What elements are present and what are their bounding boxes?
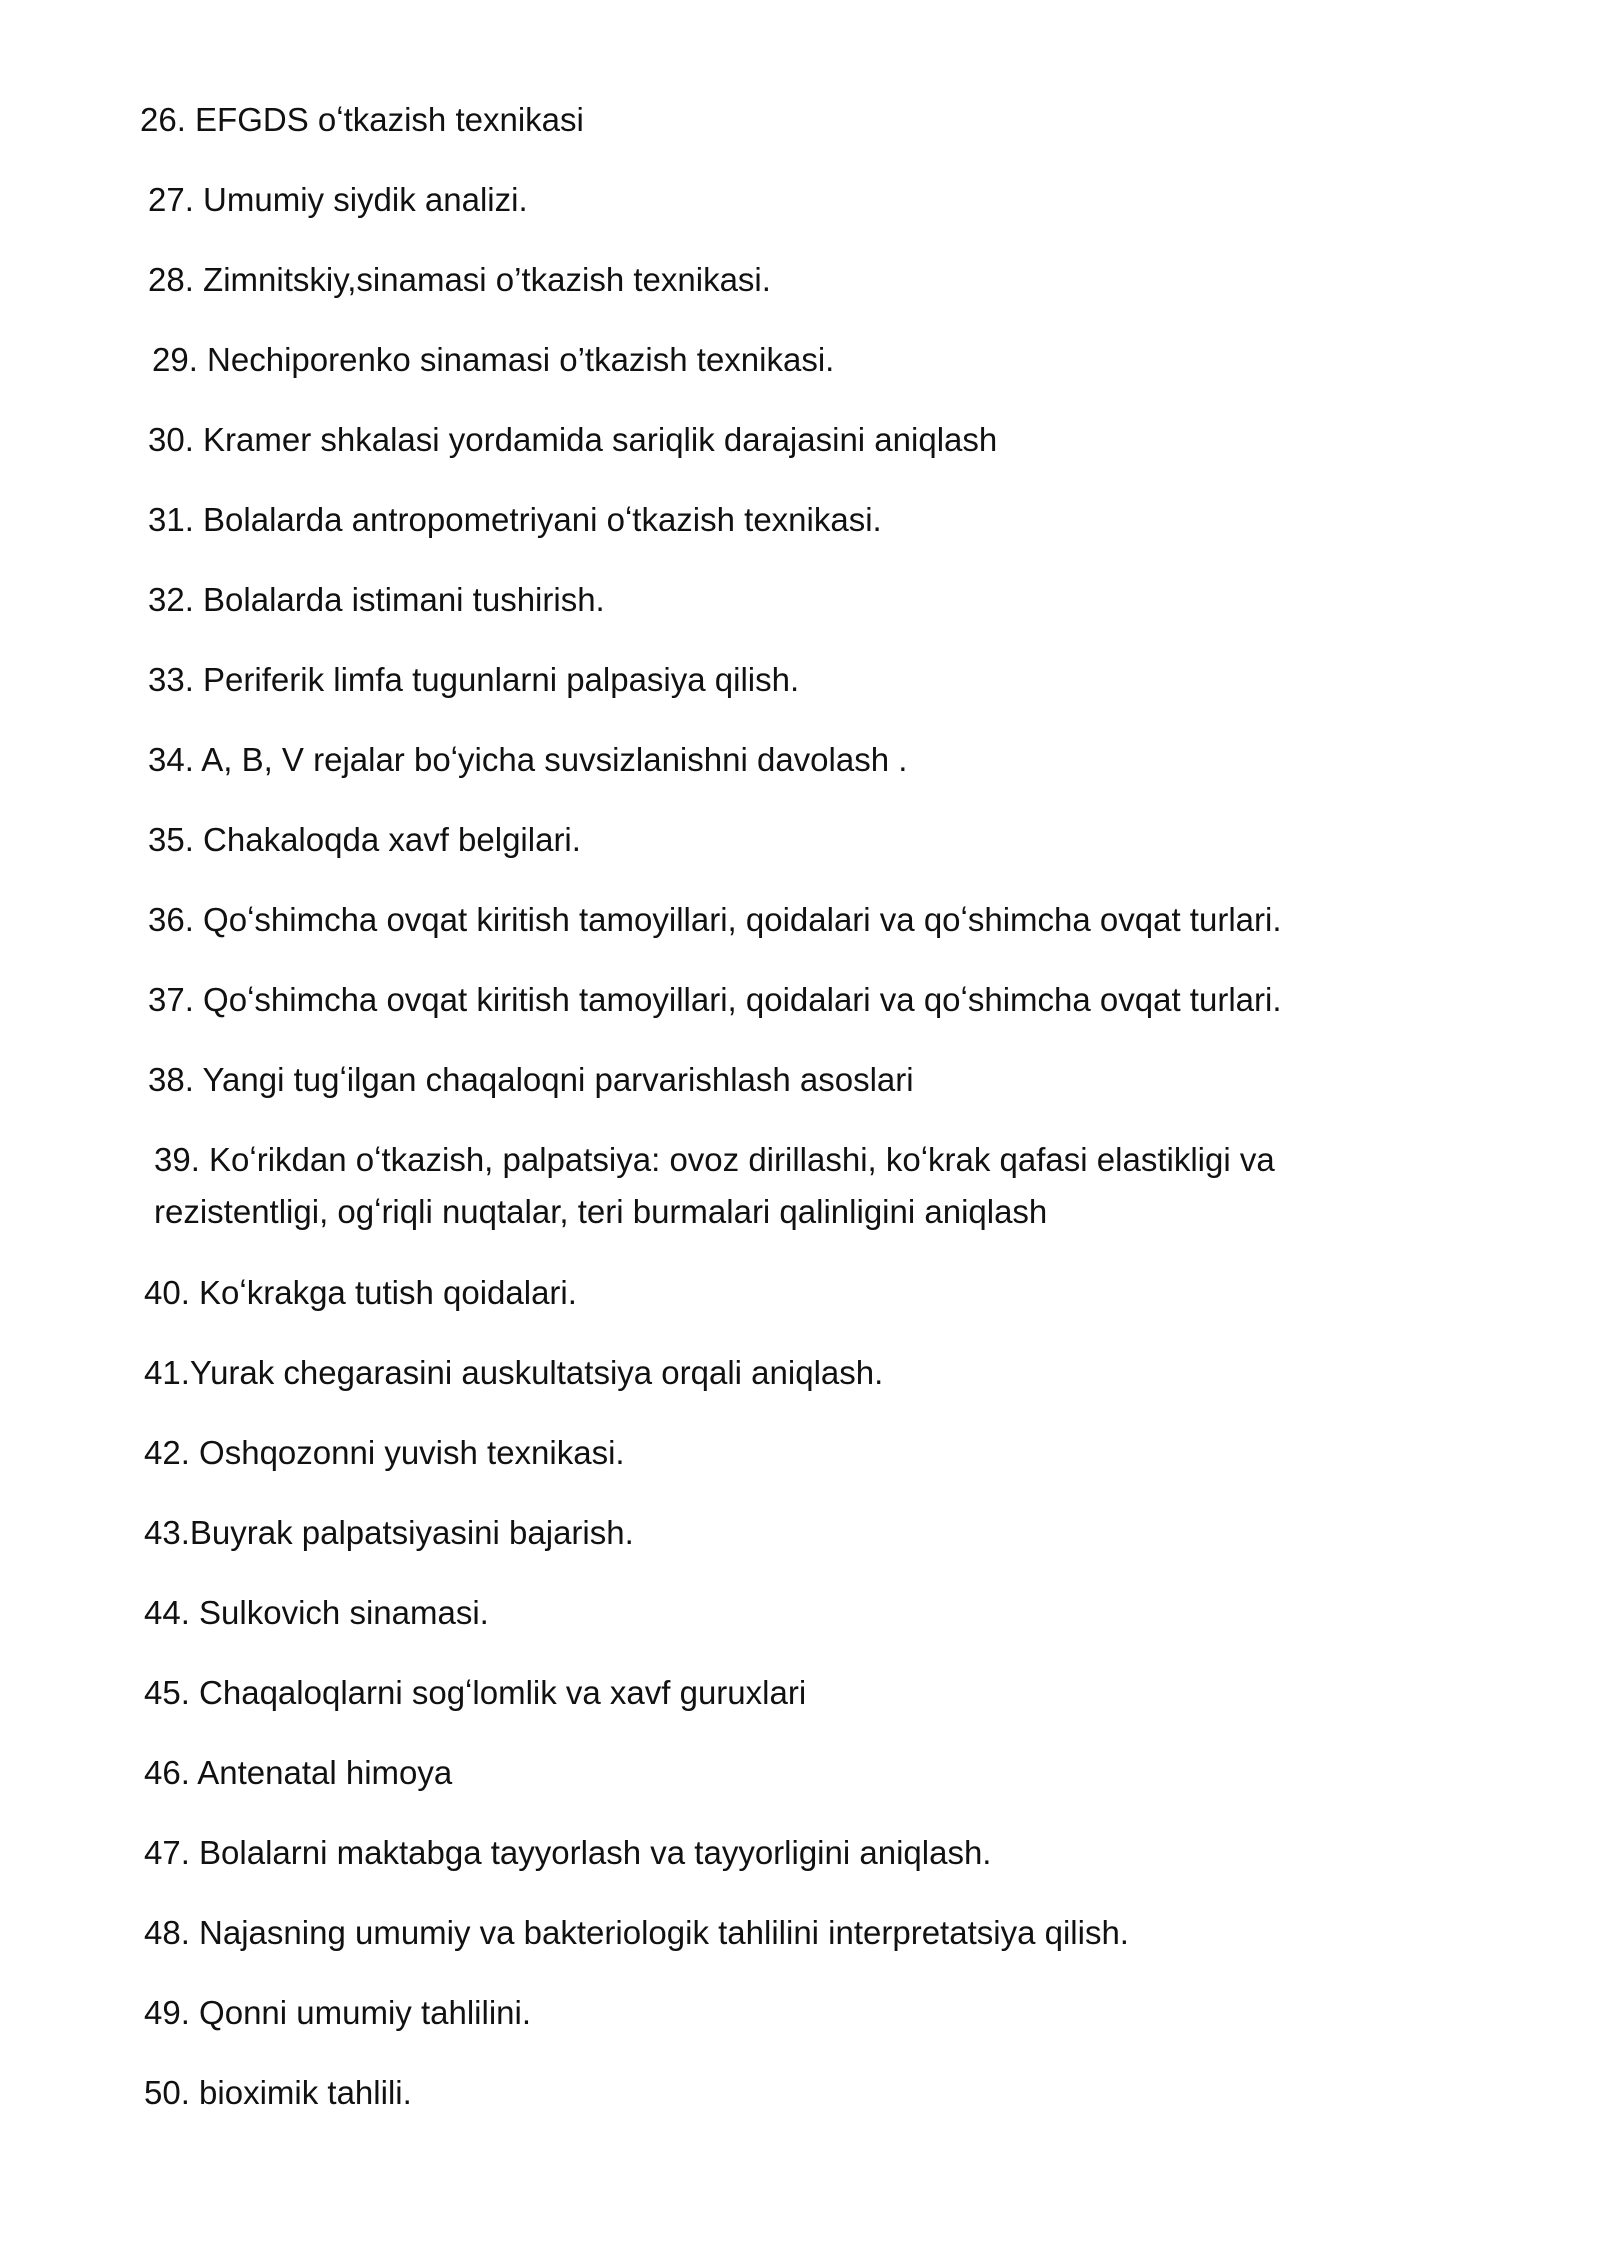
list-item: 32. Bolalarda istimani tushirish. bbox=[148, 581, 605, 618]
list-item: 27. Umumiy siydik analizi. bbox=[148, 181, 528, 218]
list-item: 42. Oshqozonni yuvish texnikasi. bbox=[144, 1434, 625, 1471]
list-item: 39. Koʻrikdan oʻtkazish, palpatsiya: ovoz dirillashi, koʻkrak qafasi elastikligi va rezistentligi, ogʻriqli nuqtalar, teri burmalari qalinligini aniqlash bbox=[154, 1141, 1275, 1230]
list-item: 33. Periferik limfa tugunlarni palpasiya qilish. bbox=[148, 661, 800, 698]
list-item: 26. EFGDS oʻtkazish texnikasi bbox=[140, 101, 584, 138]
list-item: 41.Yurak chegarasini auskultatsiya orqali aniqlash. bbox=[144, 1354, 884, 1391]
list-item: 45. Chaqaloqlarni sogʻlomlik va xavf guruxlari bbox=[144, 1674, 807, 1711]
list-item: 48. Najasning umumiy va bakteriologik tahlilini interpretatsiya qilish. bbox=[144, 1914, 1129, 1951]
list-item: 34. A, B, V rejalar boʻyicha suvsizlanishni davolash . bbox=[148, 741, 908, 778]
list-item: 37. Qoʻshimcha ovqat kiritish tamoyillari, qoidalari va qoʻshimcha ovqat turlari. bbox=[148, 981, 1282, 1018]
list-item: 50. bioximik tahlili. bbox=[144, 2074, 412, 2111]
list-item: 49. Qonni umumiy tahlilini. bbox=[144, 1994, 532, 2031]
list-item: 28. Zimnitskiy,sinamasi o’tkazish texnikasi. bbox=[148, 261, 771, 298]
list-item: 40. Koʻkrakga tutish qoidalari. bbox=[144, 1274, 577, 1311]
list-item: 43.Buyrak palpatsiyasini bajarish. bbox=[144, 1514, 634, 1551]
list-item: 36. Qoʻshimcha ovqat kiritish tamoyillari, qoidalari va qoʻshimcha ovqat turlari. bbox=[148, 901, 1282, 938]
list-item: 46. Antenatal himoya bbox=[144, 1754, 453, 1791]
list-item: 35. Chakaloqda xavf belgilari. bbox=[148, 821, 581, 858]
list-item: 29. Nechiporenko sinamasi o’tkazish texnikasi. bbox=[152, 341, 835, 378]
list-item: 47. Bolalarni maktabga tayyorlash va tayyorligini aniqlash. bbox=[144, 1834, 992, 1871]
list-item: 38. Yangi tugʻilgan chaqaloqni parvarishlash asoslari bbox=[148, 1061, 914, 1098]
list-item: 31. Bolalarda antropometriyani oʻtkazish texnikasi. bbox=[148, 501, 882, 538]
list-item: 44. Sulkovich sinamasi. bbox=[144, 1594, 489, 1631]
list-item: 30. Kramer shkalasi yordamida sariqlik darajasini aniqlash bbox=[148, 421, 998, 458]
